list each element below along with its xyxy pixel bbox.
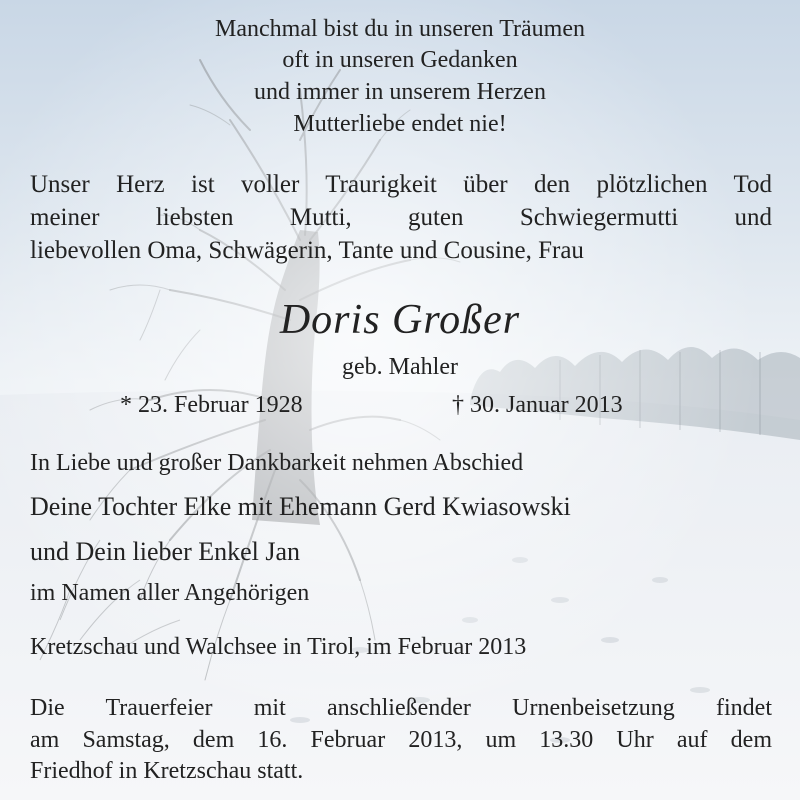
intro-line: Unser Herz ist voller Traurigkeit über den plötzlichen Tod bbox=[30, 171, 772, 198]
farewell-intro: In Liebe und großer Dankbarkeit nehmen Abschied bbox=[30, 450, 524, 476]
poem-line: oft in unseren Gedanken bbox=[282, 47, 518, 73]
place-date: Kretzschau und Walchsee in Tirol, im Februar 2013 bbox=[30, 634, 527, 660]
poem-line: Manchmal bist du in unseren Träumen bbox=[215, 16, 585, 42]
poem-line: und immer in unserem Herzen bbox=[254, 79, 546, 105]
poem-line: Mutterliebe endet nie! bbox=[293, 111, 507, 137]
service-line: am Samstag, dem 16. Februar 2013, um 13.30 Uhr auf dem bbox=[30, 727, 772, 753]
farewell-relatives: im Namen aller Angehörigen bbox=[30, 580, 310, 606]
birth-name: geb. Mahler bbox=[342, 354, 458, 380]
deceased-name: Doris Großer bbox=[279, 297, 521, 343]
death-date: † 30. Januar 2013 bbox=[452, 392, 623, 418]
service-line: Die Trauerfeier mit anschließender Urnenbeisetzung findet bbox=[30, 695, 772, 721]
farewell-family: Deine Tochter Elke mit Ehemann Gerd Kwiasowski bbox=[30, 492, 571, 521]
farewell-family: und Dein lieber Enkel Jan bbox=[30, 537, 301, 566]
service-line: Friedhof in Kretzschau statt. bbox=[30, 758, 304, 784]
intro-line: liebevollen Oma, Schwägerin, Tante und Cousine, Frau bbox=[30, 237, 584, 264]
birth-date: * 23. Februar 1928 bbox=[120, 392, 303, 418]
intro-line: meiner liebsten Mutti, guten Schwiegermutti und bbox=[30, 204, 772, 231]
